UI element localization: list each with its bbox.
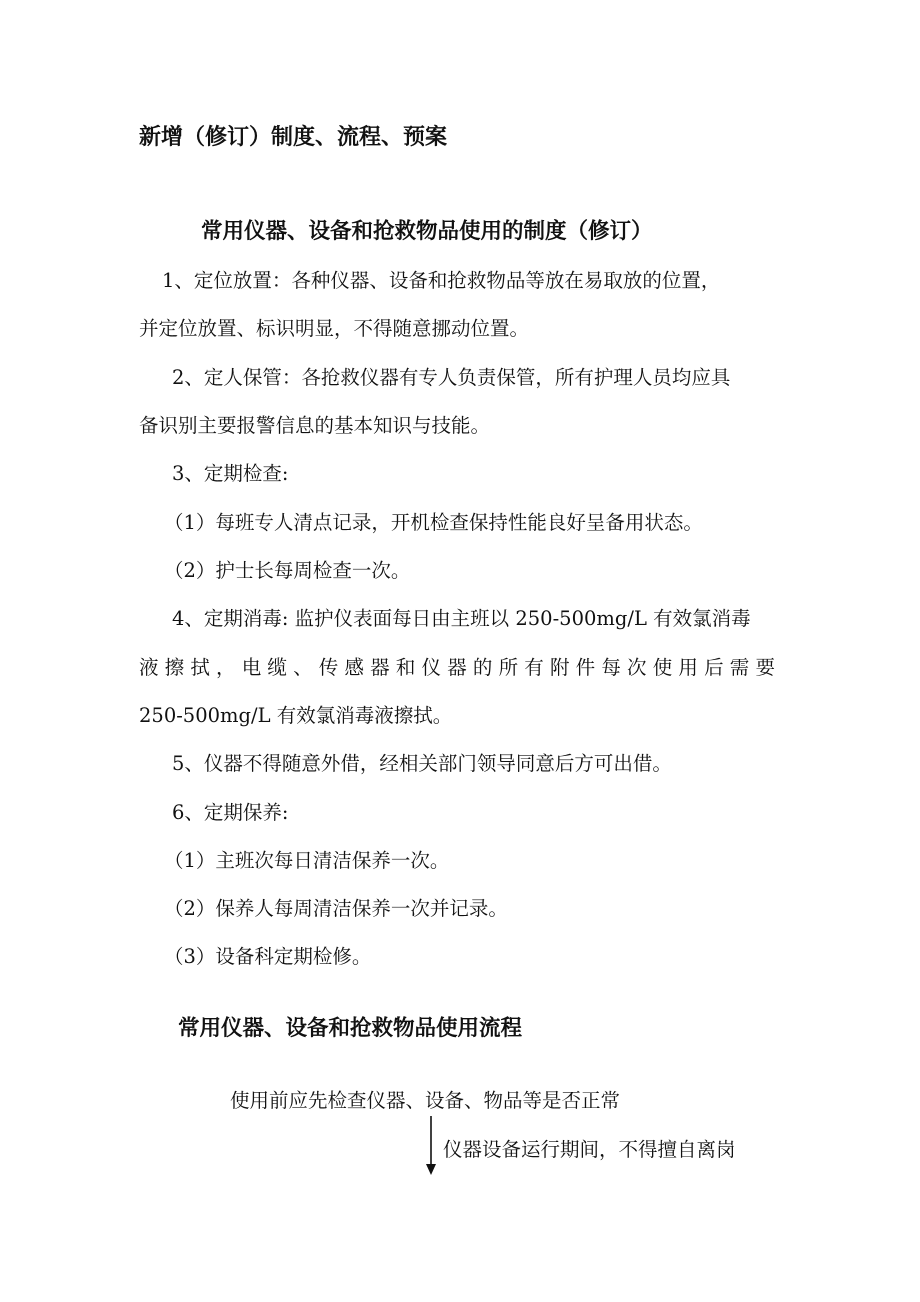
rule-line-11: 5、仪器不得随意外借，经相关部门领导同意后方可出借。 — [172, 752, 672, 775]
rule-line-12: 6、定期保养: — [172, 801, 289, 824]
flow-step-2: 仪器设备运行期间，不得擅自离岗 — [443, 1138, 736, 1161]
rule-line-6: （1）每班专人清点记录，开机检查保持性能良好呈备用状态。 — [164, 511, 703, 534]
section2-heading: 常用仪器、设备和抢救物品使用流程 — [178, 1016, 523, 1041]
flow-arrow-down-icon — [423, 1116, 439, 1176]
rule-line-9: 液擦拭，电缆、传感器和仪器的所有附件每次使用后需要 — [139, 656, 775, 679]
flow-step-1: 使用前应先检查仪器、设备、物品等是否正常 — [230, 1089, 621, 1112]
page-title: 新增（修订）制度、流程、预案 — [139, 124, 448, 150]
rule-line-7: （2）护士长每周检查一次。 — [164, 559, 411, 582]
rule-line-15: （3）设备科定期检修。 — [164, 945, 372, 968]
rule-line-8: 4、定期消毒: 监护仪表面每日由主班以 250-500mg/L 有效氯消毒 — [172, 607, 751, 630]
rule-line-3: 2、定人保管：各抢救仪器有专人负责保管，所有护理人员均应具 — [172, 366, 731, 389]
section1-heading: 常用仪器、设备和抢救物品使用的制度（修订） — [201, 219, 653, 244]
rule-line-1: 1、定位放置：各种仪器、设备和抢救物品等放在易取放的位置， — [162, 269, 721, 292]
rule-line-2: 并定位放置、标识明显，不得随意挪动位置。 — [139, 317, 530, 340]
rule-line-5: 3、定期检查: — [172, 462, 289, 485]
rule-line-13: （1）主班次每日清洁保养一次。 — [164, 849, 450, 872]
rule-line-10: 250-500mg/L 有效氯消毒液擦拭。 — [139, 704, 453, 727]
rule-line-14: （2）保养人每周清洁保养一次并记录。 — [164, 897, 508, 920]
rule-line-4: 备识别主要报警信息的基本知识与技能。 — [139, 414, 491, 437]
